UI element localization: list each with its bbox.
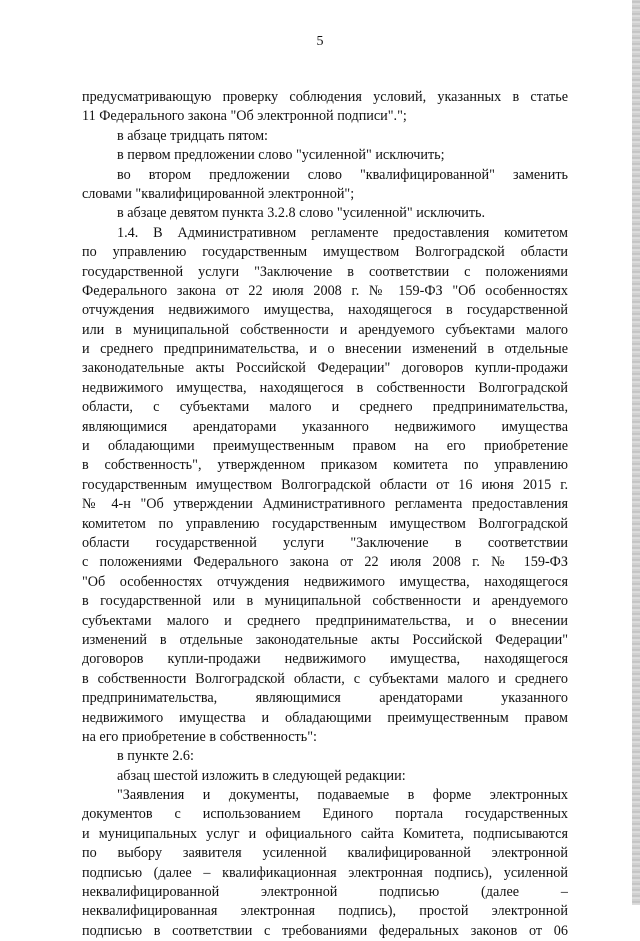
text-line: с положениями Федерального закона от 22 июля 2008 г. № 159-ФЗ (82, 554, 568, 571)
text-line: неквалифицированная электронная подпись), простой электронной (82, 903, 568, 920)
text-line: и обладающими преимущественным правом на его приобретение (82, 438, 568, 455)
text-line: документов с использованием Единого портала государственных (82, 806, 568, 823)
text-line: во втором предложении слово "квалифицированной" заменить (117, 166, 568, 183)
text-line: изменений в отдельные законодательные акты Российской Федерации" (82, 631, 568, 648)
text-line: недвижимого имущества, находящегося в собственности Волгоградской (82, 379, 568, 396)
text-line: подписью (далее – квалификационная электронная подпись), усиленной (82, 864, 568, 881)
text-line: государственной услуги "Заключение в соответствии с положениями (82, 263, 568, 280)
text-line: являющимися арендаторами указанного недвижимого имущества (82, 418, 568, 435)
text-line: в абзаце тридцать пятом: (117, 127, 268, 144)
text-line: предусматривающую проверку соблюдения условий, указанных в статье (82, 89, 568, 105)
text-line: неквалифицированной электронной подписью (далее – (82, 884, 568, 901)
text-line: на его приобретение в собственность": (82, 728, 317, 745)
text-line: комитетом по управлению государственным имуществом Волгоградской (82, 515, 568, 532)
text-line: договоров купли-продажи недвижимого имущества, находящегося (82, 651, 568, 668)
text-line: области, с субъектами малого и среднего предпринимательства, (82, 399, 568, 416)
text-line: в собственности Волгоградской области, с субъектами малого и среднего (82, 670, 568, 687)
text-line: государственным имуществом Волгоградской области от 16 июня 2015 г. (82, 476, 568, 493)
text-line: предпринимательства, являющимися арендаторами указанного (82, 690, 568, 707)
text-line: отчуждения недвижимого имущества, находящегося в государственной (82, 302, 568, 319)
text-line: недвижимого имущества и обладающими преимущественным правом (82, 709, 568, 726)
text-line: в абзаце девятом пункта 3.2.8 слово "усиленной" исключить. (117, 205, 486, 222)
text-line: "Об особенностях отчуждения недвижимого имущества, находящегося (82, 573, 568, 590)
text-line: абзац шестой изложить в следующей редакции: (117, 767, 406, 784)
text-line: "Заявления и документы, подаваемые в форме электронных (117, 787, 568, 804)
text-line: в государственной или в муниципальной собственности и арендуемого (82, 593, 568, 610)
text-line: и среднего предпринимательства, и о внесении изменений в отдельные (82, 341, 568, 358)
text-line: законодательные акты Российской Федерации" договоров купли-продажи (82, 360, 568, 377)
page-number: 5 (316, 34, 324, 49)
text-line: подписью в соответствии с требованиями федеральных законов от 06 (82, 922, 568, 939)
text-line: в собственность", утвержденном приказом комитета по управлению (82, 457, 568, 474)
text-line: или в муниципальной собственности и арендуемого субъектами малого (82, 321, 568, 338)
text-line: в пункте 2.6: (117, 748, 194, 765)
text-line: в первом предложении слово "усиленной" исключить; (117, 147, 445, 164)
text-line: по выбору заявителя усиленной квалифицированной электронной (82, 845, 568, 862)
text-line: по управлению государственным имуществом Волгоградской области (82, 244, 568, 261)
text-line: субъектами малого и среднего предпринимательства, и о внесении (82, 612, 568, 629)
document-body (82, 88, 568, 941)
text-line: и муниципальных услуг и официального сайта Комитета, подписываются (82, 825, 568, 842)
text-line: 11 Федерального закона "Об электронной подписи"."; (82, 108, 407, 125)
text-line: области государственной услуги "Заключение в соответствии (82, 534, 568, 551)
text-line: словами "квалифицированной электронной"; (82, 185, 355, 202)
scanned-page-edge (632, 0, 640, 905)
text-line: № 4-н "Об утверждении Административного регламента предоставления (82, 496, 568, 513)
text-line: 1.4. В Административном регламенте предоставления комитетом (117, 224, 568, 241)
text-line: Федерального закона от 22 июля 2008 г. № 159-ФЗ "Об особенностях (82, 282, 568, 299)
